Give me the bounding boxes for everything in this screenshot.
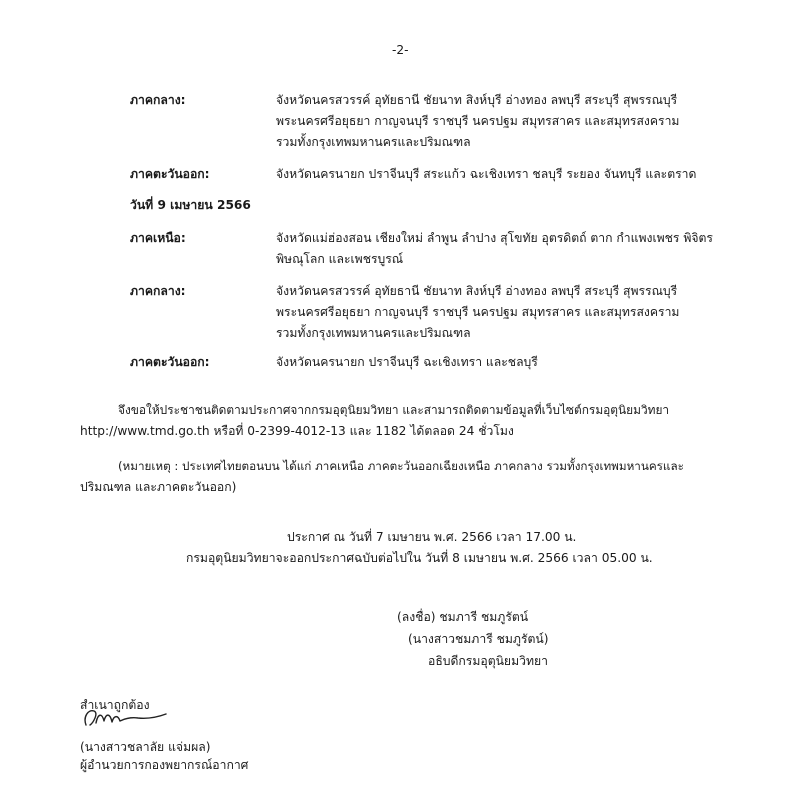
advice-line-1: จึงขอให้ประชาชนติดตามประกาศจากกรมอุตุนิยมวิทยา และสามารถติดตามข้อมูลที่เว็บไซต์กรมอุตุนิยมวิทยา <box>118 403 670 417</box>
signatory-name: (นางสาวชมภารี ชมภูรัตน์) <box>408 632 549 646</box>
note-line-1: (หมายเหตุ : ประเทศไทยตอนบน ได้แก่ ภาคเหนือ ภาคตะวันออกเฉียงเหนือ ภาคกลาง รวมทั้งกรุงเทพมหานครและ <box>118 459 684 473</box>
region-text-line: พระนครศรีอยุธยา กาญจนบุรี ราชบุรี นครปฐม สมุทรสาคร และสมุทรสงคราม <box>276 305 680 319</box>
region-text-line: จังหวัดนครสวรรค์ อุทัยธานี ชัยนาท สิงห์บุรี อ่างทอง ลพบุรี สระบุรี สุพรรณบุรี <box>276 284 678 298</box>
signed-line: (ลงชื่อ) ชมภารี ชมภูรัตน์ <box>397 610 529 624</box>
date-heading: วันที่ 9 เมษายน 2566 <box>130 198 251 212</box>
region-label-central: ภาคกลาง: <box>130 284 186 298</box>
region-text-line: จังหวัดนครนายก ปราจีนบุรี ฉะเชิงเทรา และชลบุรี <box>276 355 538 369</box>
certified-name: (นางสาวชลาลัย แจ่มผล) <box>80 740 211 754</box>
region-text-line: รวมทั้งกรุงเทพมหานครและปริมณฑล <box>276 135 471 149</box>
region-text-line: รวมทั้งกรุงเทพมหานครและปริมณฑล <box>276 326 471 340</box>
region-text-line: พิษณุโลก และเพชรบูรณ์ <box>276 252 404 266</box>
region-label-east: ภาคตะวันออก: <box>130 355 210 369</box>
region-label-central: ภาคกลาง: <box>130 93 186 107</box>
region-text-line: จังหวัดนครสวรรค์ อุทัยธานี ชัยนาท สิงห์บุรี อ่างทอง ลพบุรี สระบุรี สุพรรณบุรี <box>276 93 678 107</box>
announcement-line-1: ประกาศ ณ วันที่ 7 เมษายน พ.ศ. 2566 เวลา 17.00 น. <box>287 530 577 544</box>
announcement-line-2: กรมอุตุนิยมวิทยาจะออกประกาศฉบับต่อไปใน วันที่ 8 เมษายน พ.ศ. 2566 เวลา 05.00 น. <box>186 551 653 565</box>
certified-title: ผู้อำนวยการกองพยากรณ์อากาศ <box>80 758 249 772</box>
page-number: -2- <box>392 43 409 57</box>
region-text-line: พระนครศรีอยุธยา กาญจนบุรี ราชบุรี นครปฐม สมุทรสาคร และสมุทรสงคราม <box>276 114 680 128</box>
note-line-2: ปริมณฑล และภาคตะวันออก) <box>80 480 237 494</box>
certified-label: สำเนาถูกต้อง <box>80 698 150 712</box>
region-text-line: จังหวัดแม่ฮ่องสอน เชียงใหม่ ลำพูน ลำปาง สุโขทัย อุตรดิตถ์ ตาก กำแพงเพชร พิจิตร <box>276 231 713 245</box>
region-label-east: ภาคตะวันออก: <box>130 167 210 181</box>
signatory-title: อธิบดีกรมอุตุนิยมวิทยา <box>428 654 548 668</box>
region-text-line: จังหวัดนครนายก ปราจีนบุรี สระแก้ว ฉะเชิงเทรา ชลบุรี ระยอง จันทบุรี และตราด <box>276 167 697 181</box>
advice-line-2: http://www.tmd.go.th หรือที่ 0-2399-4012-13 และ 1182 ได้ตลอด 24 ชั่วโมง <box>80 424 514 438</box>
handwritten-signature <box>80 703 170 731</box>
region-label-north: ภาคเหนือ: <box>130 231 186 245</box>
